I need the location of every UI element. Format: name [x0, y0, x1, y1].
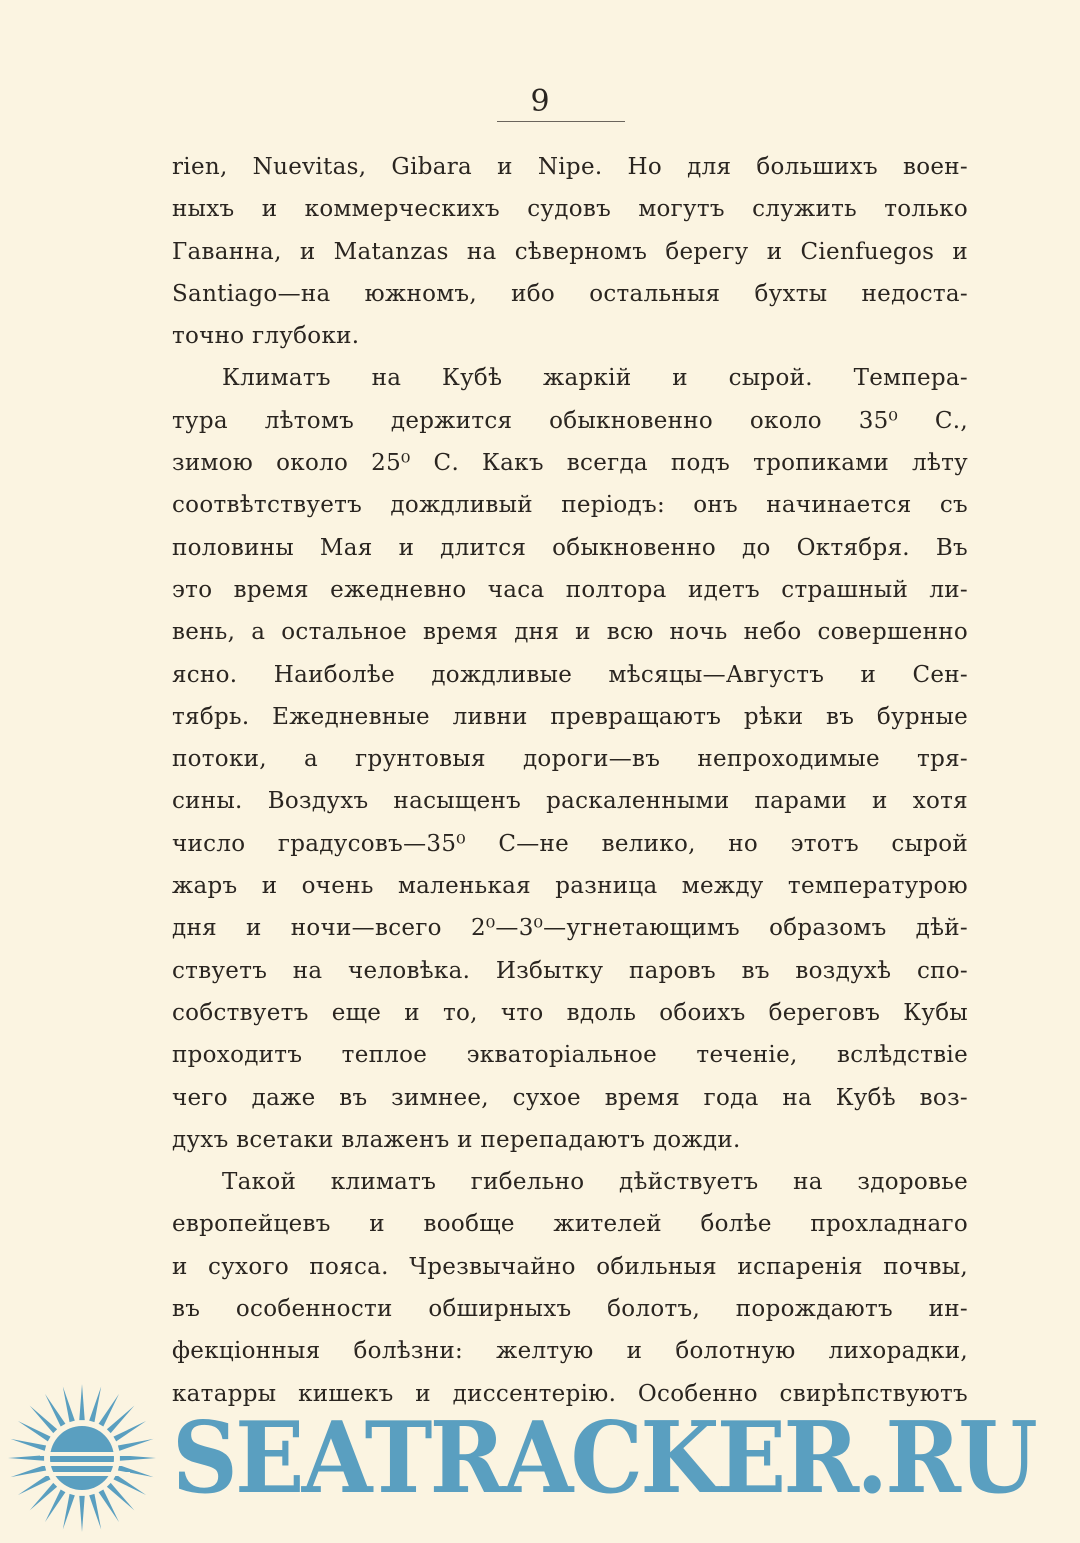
paragraph [172, 1161, 968, 1415]
watermark [0, 1382, 1080, 1532]
sun-ray [89, 1387, 101, 1423]
paragraph [172, 357, 968, 1161]
text-line: число градусовъ—35⁰ С—не велико, но этотъ сырой [172, 830, 968, 857]
sun-ray [79, 1496, 84, 1532]
body-text [172, 146, 968, 1415]
text-line: соотвѣтствуетъ дождливый періодъ: онъ начинается съ [172, 492, 968, 519]
sun-ray [63, 1494, 75, 1530]
sun-ray [120, 1455, 156, 1460]
page-number-rule [497, 121, 625, 122]
text-line: собствуетъ еще и то, что вдоль обоихъ береговъ Кубы [172, 999, 968, 1026]
text-line: европейцевъ и вообще жителей болѣе прохладнаго [172, 1211, 968, 1238]
text-line: Santiago—на южномъ, ибо остальныя бухты недоста- [172, 280, 968, 307]
text-line: въ особенности обширныхъ болотъ, порождаютъ ин- [172, 1296, 968, 1323]
sun-ray [118, 1439, 154, 1451]
text-line: катарры кишекъ и диссентерію. Особенно свирѣпствуютъ [172, 1380, 968, 1407]
text-line: ствуетъ на человѣка. Избытку паровъ въ воздухѣ спо- [172, 957, 968, 984]
text-line: чего даже въ зимнее, сухое время года на Кубѣ воз- [172, 1084, 968, 1111]
text-line: половины Мая и длится обыкновенно до Октября. Въ [172, 534, 968, 561]
text-line: это время ежедневно часа полтора идетъ страшный ли- [172, 576, 968, 603]
text-line: духъ всетаки влаженъ и перепадаютъ дожди. [172, 1126, 741, 1153]
page-number: 9 [530, 84, 550, 119]
text-line: тура лѣтомъ держится обыкновенно около 35⁰ С., [172, 407, 968, 434]
text-line: Гаванна, и Matanzas на сѣверномъ берегу и Cienfuegos и [172, 238, 968, 265]
text-line: зимою около 25⁰ С. Какъ всегда подъ тропиками лѣту [172, 450, 968, 477]
text-line: потоки, а грунтовыя дороги—въ непроходимые тря- [172, 746, 968, 773]
text-line: проходитъ теплое экваторіальное теченіе, вслѣдствіе [172, 1042, 968, 1069]
text-line: Такой климатъ гибельно дѣйствуетъ на здоровье [222, 1169, 968, 1196]
text-line: точно глубоки. [172, 323, 360, 350]
text-line: тябрь. Ежедневные ливни превращаютъ рѣки въ бурные [172, 703, 968, 730]
text-line: дня и ночи—всего 2⁰—3⁰—угнетающимъ образомъ дѣй- [172, 915, 968, 942]
text-line: жаръ и очень маленькая разница между температурою [172, 873, 968, 900]
text-line: ныхъ и коммерческихъ судовъ могутъ служить только [172, 196, 968, 223]
sun-icon [0, 1382, 170, 1532]
text-line: ясно. Наиболѣе дождливые мѣсяцы—Августъ и Сен- [172, 661, 968, 688]
text-line: Климатъ на Кубѣ жаркій и сырой. Темпера- [222, 365, 968, 392]
text-line: фекціонныя болѣзни: желтую и болотную лихорадки, [172, 1338, 968, 1365]
text-line: сины. Воздухъ насыщенъ раскаленными парами и хотя [172, 788, 968, 815]
paragraph [172, 146, 968, 357]
sun-ray [89, 1494, 101, 1530]
sun-ray [63, 1387, 75, 1423]
text-line: rien, Nuevitas, Gibara и Nipe. Но для большихъ воен- [172, 154, 968, 180]
sun-ray [79, 1384, 84, 1420]
text-line: вень, а остальное время дня и всю ночь небо совершенно [172, 619, 968, 646]
sun-ray [11, 1439, 47, 1451]
sun-ray [8, 1455, 44, 1460]
watermark-text: SEATRACKER.RU [172, 1401, 1035, 1516]
text-line: и сухого пояса. Чрезвычайно обильныя испаренія почвы, [172, 1253, 968, 1280]
